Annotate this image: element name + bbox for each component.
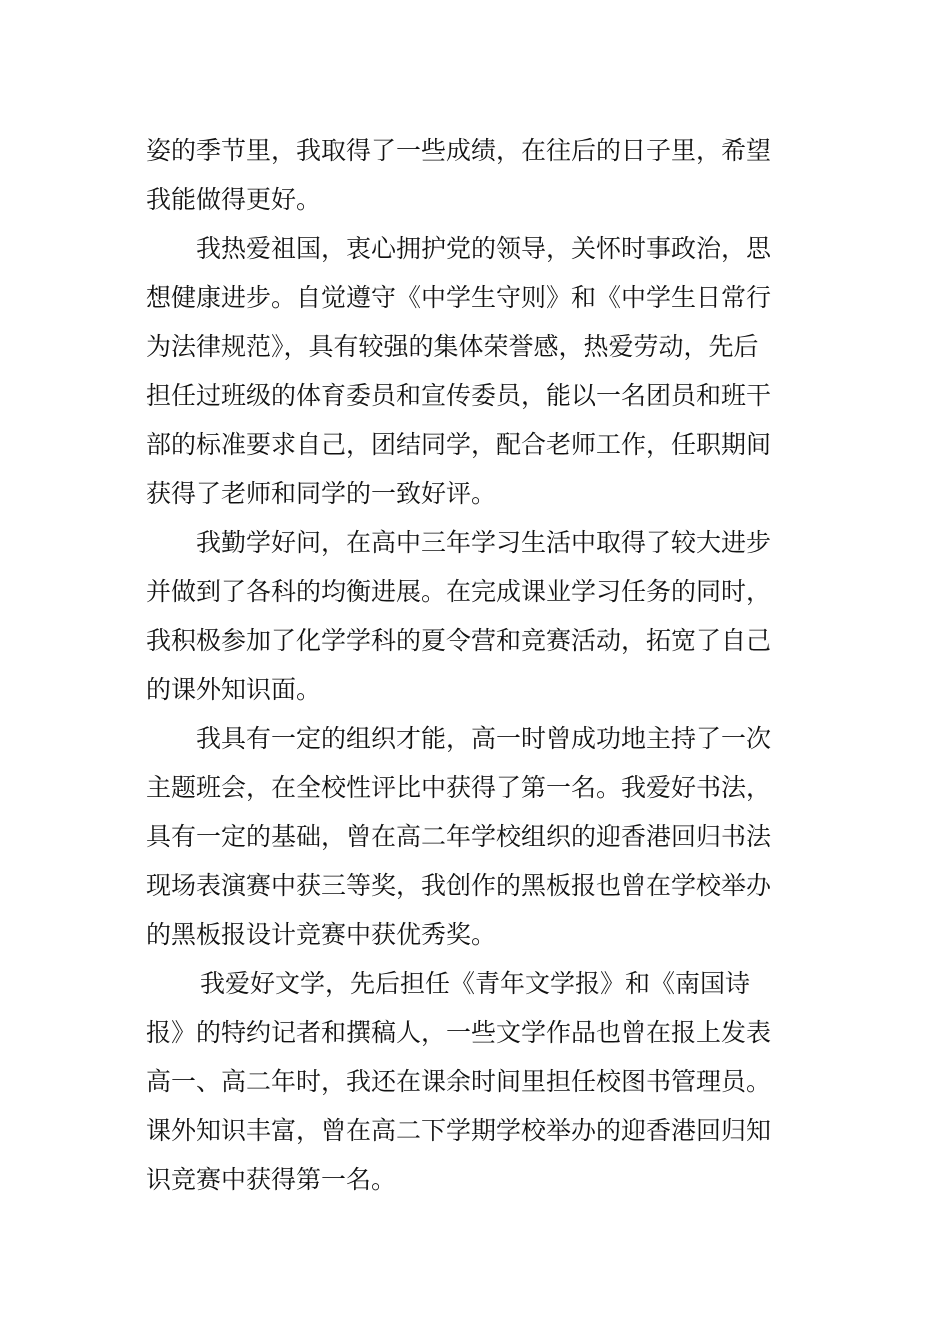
text-line: 识竞赛中获得第一名。 <box>146 1165 397 1194</box>
document-body <box>146 126 810 1204</box>
paragraph-organization <box>146 714 810 959</box>
text-line: 高一、高二年时，我还在课余时间里担任校图书管理员。 <box>146 1067 772 1096</box>
text-line: 获得了老师和同学的一致好评。 <box>146 479 497 508</box>
text-line: 报》的特约记者和撰稿人，一些文学作品也曾在报上发表 <box>146 1018 772 1047</box>
text-line: 我勤学好问，在高中三年学习生活中取得了较大进步 <box>196 528 772 557</box>
text-line: 我具有一定的组织才能，高一时曾成功地主持了一次 <box>196 724 772 753</box>
text-line: 担任过班级的体育委员和宣传委员，能以一名团员和班干 <box>146 381 772 410</box>
text-line: 我热爱祖国，衷心拥护党的领导，关怀时事政治，思 <box>196 234 772 263</box>
paragraph-study <box>146 518 810 714</box>
text-line: 我积极参加了化学学科的夏令营和竞赛活动，拓宽了自己 <box>146 626 772 655</box>
text-line: 想健康进步。自觉遵守《中学生守则》和《中学生日常行 <box>146 283 772 312</box>
text-line: 部的标准要求自己，团结同学，配合老师工作，任职期间 <box>146 430 772 459</box>
paragraph-literature <box>146 959 810 1204</box>
paragraph-continuation <box>146 126 810 224</box>
text-line: 主题班会，在全校性评比中获得了第一名。我爱好书法， <box>146 773 772 802</box>
text-line: 姿的季节里，我取得了一些成绩，在往后的日子里，希望 <box>146 136 772 165</box>
text-line: 的黑板报设计竞赛中获优秀奖。 <box>146 920 497 949</box>
text-line: 课外知识丰富，曾在高二下学期学校举办的迎香港回归知 <box>146 1116 772 1145</box>
text-line: 的课外知识面。 <box>146 675 322 704</box>
paragraph-patriotism <box>146 224 810 518</box>
text-line: 我爱好文学，先后担任《青年文学报》和《南国诗 <box>200 969 751 998</box>
text-line: 现场表演赛中获三等奖，我创作的黑板报也曾在学校举办 <box>146 871 772 900</box>
text-line: 具有一定的基础，曾在高二年学校组织的迎香港回归书法 <box>146 822 772 851</box>
text-line: 并做到了各科的均衡进展。在完成课业学习任务的同时， <box>146 577 772 606</box>
text-line: 为法律规范》，具有较强的集体荣誉感，热爱劳动，先后 <box>146 332 759 361</box>
text-line: 我能做得更好。 <box>146 185 322 214</box>
